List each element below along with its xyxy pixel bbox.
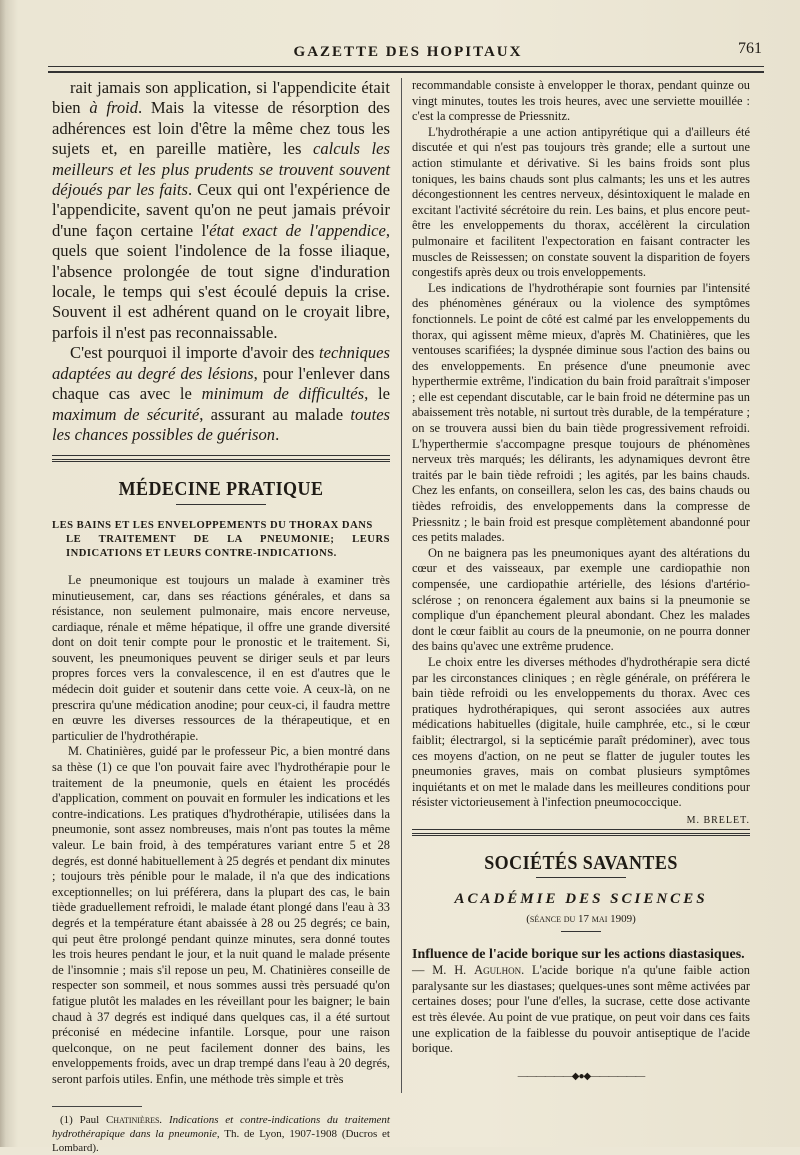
footnote-rule xyxy=(52,1106,142,1107)
session-date: (séance du 17 mai 1909) xyxy=(526,912,636,925)
running-title: GAZETTE DES HOPITAUX xyxy=(293,44,523,60)
paragraph: C'est pourquoi il importe d'avoir des techniques adaptées au degré des lésions, pour l'enlever dans chaque cas avec le minimum de difficultés, le maximum de sécurité, assurant au malade toutes les chances possibles de guérison. xyxy=(52,343,391,444)
paragraph: M. Chatinières, guidé par le professeur Pic, a bien montré dans sa thèse (1) ce que l'on pouvait faire avec l'hydrothérapie pour le traitement de la pneumonie, quels en étaient les procédés d'application, comment on pouvait en formuler les indications et les contre-indications. Les pratiques d'hydrothérapie, utilisées dans la pneumonie, sont assez nombreuses, mais n'ont pas toutes la même valeur. Le bain froid, à des températures variant entre 5 et 28 degrés, est donné habituellement à 25 degrés et pendant dix minutes ; toujours très pénible pour le malade, il n'a que des indications exceptionnelles; on lui préférera, dans la plupart des cas, le bain tiède graduellement refroidi, le malade étant plongé dans l'eau à 33 degrés et la température étant abaissée à 28 ou 25 degrés; ce bain, qui peut être prolongé pendant quinze minutes, sera donné toutes les trois heures pendant le jour, et la nuit quand le malade présente de l'insomnie ; mais s'il repose un peu, M. Chatinières conseille de respecter son sommeil, et nous sommes aussi très persuadé qu'on fatigue plutôt les malades en les réveillant pour les baigner; le bain chaud à 37 degrés est indiqué dans quelques cas, il a été surtout préconisé en médecine infantile. Lorsque, pour une raison quelconque, on ne peut facilement donner des bains, les enveloppements froids, avec un drap trempé dans l'eau à 20 degrés, seront parfois utiles. Enfin, une méthode très simple et très xyxy=(52,744,390,1086)
ornament-rule: ——————◆●◆—————— xyxy=(517,1070,645,1082)
left-column xyxy=(52,78,390,1155)
short-rule xyxy=(176,504,266,505)
right-column xyxy=(412,78,750,1084)
page-number: 761 xyxy=(738,40,762,57)
paragraph: Le choix entre les diverses méthodes d'hydrothérapie sera dicté par les circonstances cliniques ; en règle générale, on préférera le bain tiède refroidi ou les enveloppements du thorax. Avec ces pratiques hydrothérapiques, qui seront associées aux autres médications habituelles (digitale, huile camphrée, etc., si le cœur faiblit; électrargol, si la septicémie paraît prédominer), avec tous ces moyens d'action, on ne peut se flatter de juguler toutes les pneumonies graves, mais on combat plusieurs symptômes inquiétants et on met le malade dans les meilleures conditions pour résister victorieusement à l'infection pneumococcique. M. BRELET. xyxy=(412,655,750,811)
paragraph: recommandable consiste à envelopper le thorax, pendant quinze ou vingt minutes, toutes les trois heures, avec une serviette mouillée : c'est la compresse de Priessnitz. xyxy=(412,78,750,124)
paragraph: Le pneumonique est toujours un malade à examiner très minutieusement, car, dans ses réactions générales, et dans sa résistance, non seulement pulmonaire, mais encore nerveuse, cardiaque, rénale et même hépatique, il offre une grande diversité dont on doit tenir compte pour le pronostic et le traitement. Si, souvent, les pneumoniques peuvent se diriger seuls et par leurs propres forces vers la convalescence, il en est d'autres que le médecin doit guider et soutenir dans cette voie. A ceux-là, on ne prescrira qu'une médication anodine; pour ceux-ci, il faudra mettre en œuvre les diverses ressources de la thérapeutique, et en particulier de l'hydrothérapie. xyxy=(52,572,390,743)
subheading-academie: ACADÉMIE DES SCIENCES xyxy=(454,891,708,908)
section-heading-medecine-pratique: MÉDECINE PRATIQUE xyxy=(118,478,324,501)
footnote: (1) Paul Chatinières. Indications et contre-indications du traitement hydrothérapique dans la pneumonie, Th. de Lyon, 1907-1908 (Ducros et Lombard). xyxy=(52,1113,390,1154)
section-heading-societes-savantes: SOCIÉTÉS SAVANTES xyxy=(484,851,678,874)
section-rule xyxy=(412,829,750,836)
paragraph: L'hydrothérapie a une action antipyrétique qui a d'ailleurs été discutée et qui n'est pas toujours très grande; elle a surtout une action stimulante et dérivative. Si les bains froids sont plus toniques, les bains chauds sont plus calmants; les uns et les autres décongestionnent les centres nerveux, désintoxiquent le malade en excitant l'activité sécrétoire du rein. Les bains, et plus encore peut-être les enveloppements du thorax, accélèrent la circulation pulmonaire et facilitent l'expectoration en faisant contracter les muscles de Reissessen; on constate souvent la disparition de foyers congestifs après deux ou trois enveloppements. xyxy=(412,124,750,280)
paper-title: Influence de l'acide borique sur les actions diastasiques. xyxy=(412,947,745,963)
short-rule xyxy=(536,877,626,878)
author-signature: M. BRELET. xyxy=(686,814,750,826)
paragraph: — M. H. Agulhon. L'acide borique n'a qu'une faible action paralysante sur les diastases; quelques-unes sont même activées par certaines doses; pour l'une d'elles, la sucrase, cette dose activante est très élevée. Au point de vue pratique, on peut voir dans ces faits une explication de la faiblesse du pouvoir antiseptique de l'acide borique. xyxy=(412,963,750,1056)
appendicitis-conclusion xyxy=(52,78,390,445)
section-rule xyxy=(52,455,390,462)
header-rule xyxy=(48,66,764,73)
page-header xyxy=(48,40,768,64)
paragraph: On ne baignera pas les pneumoniques ayant des altérations du cœur et des vaisseaux, par exemple une cardiopathie non compensée, une cardiopathie artérielle, des lésions d'artério-sclérose ; on renoncera également aux bains si la pneumonie se complique d'un épanchement pleural abondant. Chez les malades dont le cœur faiblit au cours de la pneumonie, on ne pourra donner des bains qu'avec une extrême prudence. xyxy=(412,545,750,654)
paragraph: Les indications de l'hydrothérapie sont fournies par l'intensité des phénomènes généraux ou la violence des symptômes fonctionnels. Le point de côté est calmé par les enveloppements du thorax, qui agissent même mieux, d'après M. Chatinières, que les ventouses scarifiées; la dyspnée diminue sous l'action des bains ou des enveloppements. En présence d'une pneumonie avec hyperthermie extrême, l'indication du bain froid paraîtrait s'imposer ; elle est cependant discutable, car le bain froid ne détermine pas un abaissement très notable, ni surtout très durable, de la température ; on se trouvera aussi bien du bain tiède progressivement refroidi. L'hyperthermie s'accompagne presque toujours de phénomènes nerveux très marqués; les délirants, les adynamiques devront être traités par le bain tiède refroidi ; les agités, par les bains chauds. Chez les enfants, on conseillera, selon les cas, des bains chauds ou tièdes refroidis, des enveloppements dans la compresse de Priessnitz ; le bain froid est presque complètement abandonné pour ces petits malades. xyxy=(412,280,750,545)
article-title: LES BAINS ET LES ENVELOPPEMENTS DU THORAX DANS LE TRAITEMENT DE LA PNEUMONIE; LEURS INDICATIONS ET LEURS CONTRE-INDICATIONS. xyxy=(52,519,390,559)
short-rule xyxy=(561,931,601,932)
paragraph: rait jamais son application, si l'appendicite était bien à froid. Mais la vitesse de résorption des adhérences est loin d'être la même chez tous les sujets et, en pareille matière, les calculs les meilleurs et les plus prudents se trouvent souvent déjoués par les faits. Ceux qui ont l'expérience de l'appendicite, savent qu'on ne peut jamais prévoir d'une façon certaine l'état exact de l'appendice, quels que soient l'indolence de la fosse iliaque, l'absence prolongée de tout signe d'induration locale, le temps qui s'est écoulé depuis la crise. Souvent il est adhérent quand on le croyait libre, parfois il n'est pas reconnaissable. xyxy=(52,78,390,342)
column-divider xyxy=(401,78,402,1093)
